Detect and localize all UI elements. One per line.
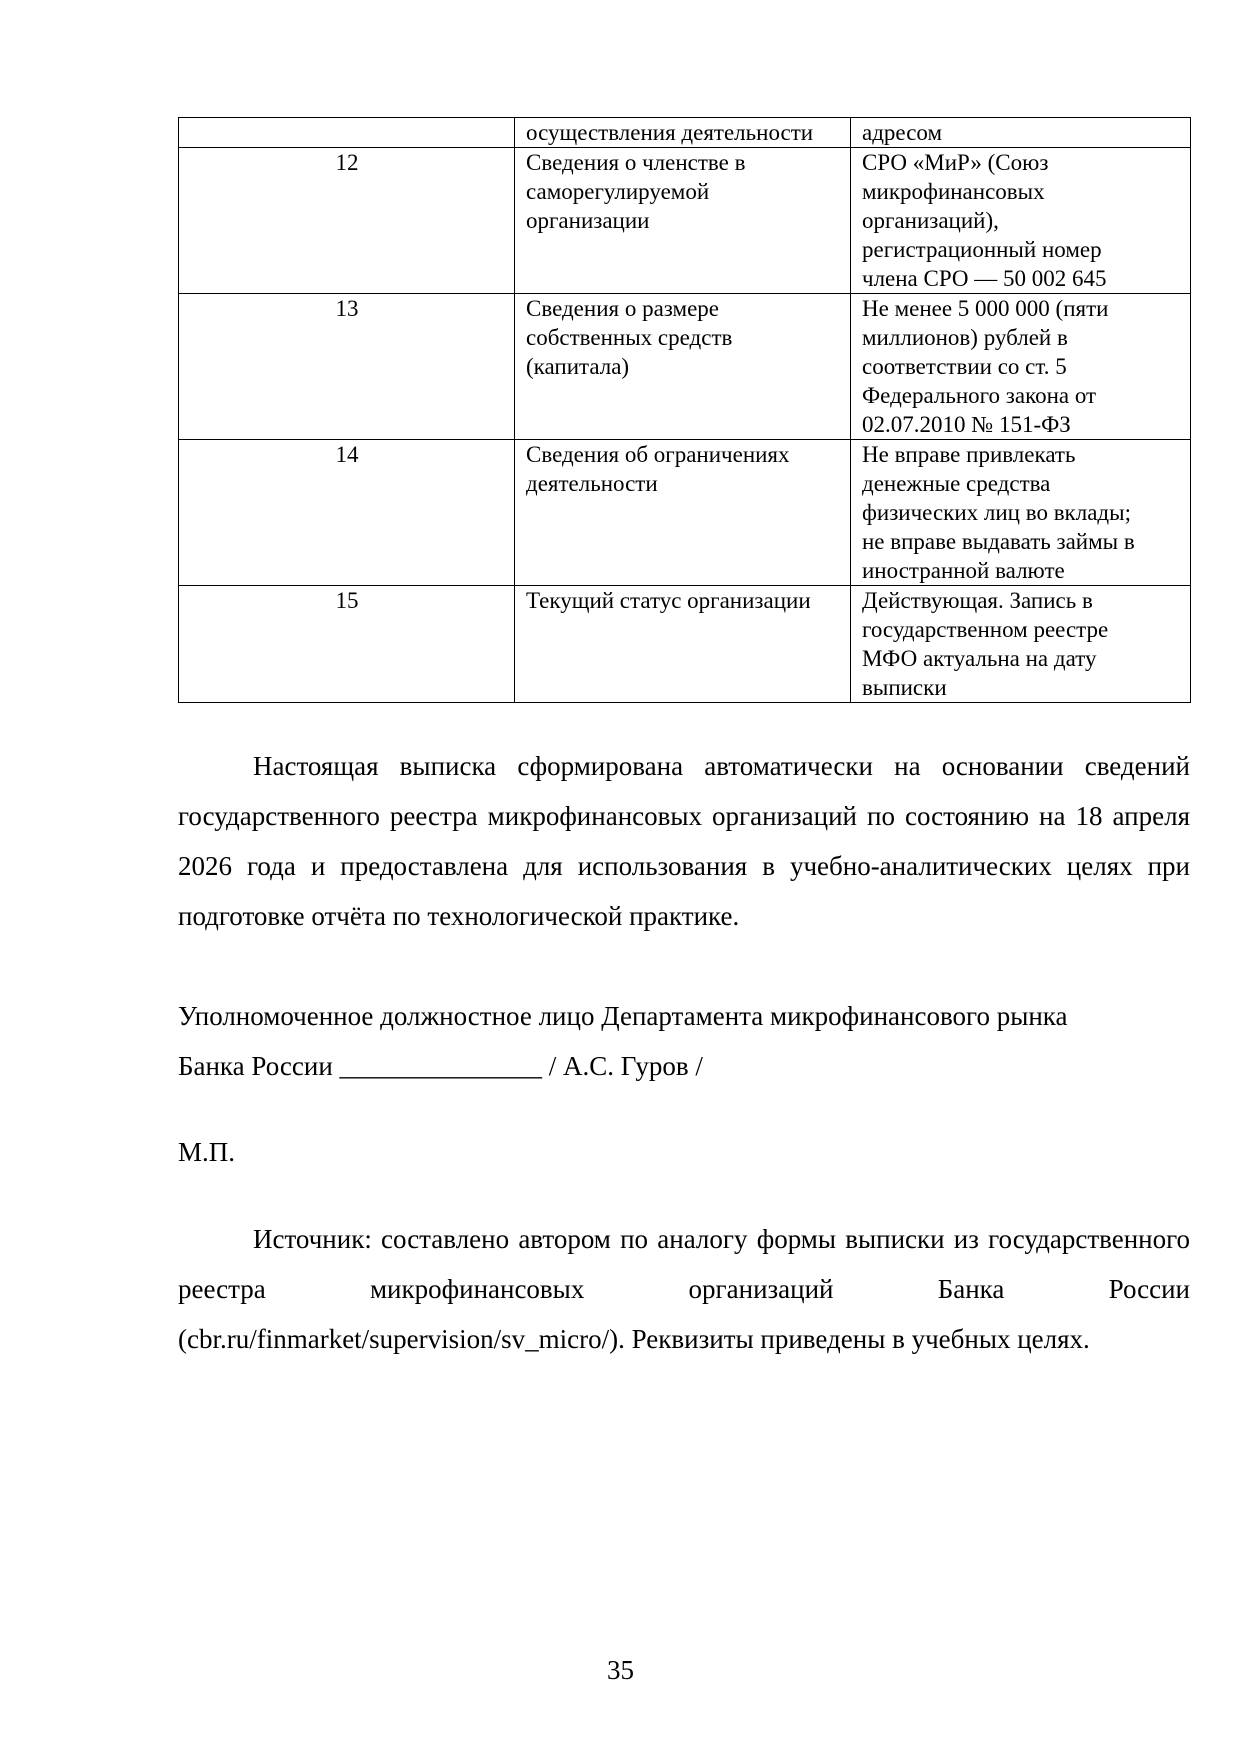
- field-name: Текущий статус организации: [515, 586, 851, 703]
- field-value: Не менее 5 000 000 (пяти миллионов) рублей в соответствии со ст. 5 Федерального закона от 02.07.2010 № 151-ФЗ: [851, 294, 1191, 440]
- page-number: 35: [607, 1655, 634, 1685]
- field-value: Не вправе привлекать денежные средства физических лиц во вклады; не вправе выдавать займы в иностранной валюте: [851, 440, 1191, 586]
- table-row: [179, 440, 1191, 586]
- field-name: Сведения об ограничениях деятельности: [515, 440, 851, 586]
- row-number: 12: [179, 148, 515, 294]
- field-value: Действующая. Запись в государственном реестре МФО актуальна на дату выписки: [851, 586, 1191, 703]
- table-row: [179, 294, 1191, 440]
- row-number: 15: [179, 586, 515, 703]
- statement-paragraph: Настоящая выписка сформирована автоматически на основании сведений государственного реестра микрофинансовых организаций по состоянию на 18 апреля 2026 года и предоставлена для использования в учебно-аналитических целях при подготовке отчёта по технологической практике.: [178, 751, 1190, 931]
- field-value: СРО «МиР» (Союз микрофинансовых организаций), регистрационный номер члена СРО — 50 002 645: [851, 148, 1191, 294]
- row-number: 13: [179, 294, 515, 440]
- field-name: Сведения о размере собственных средств (капитала): [515, 294, 851, 440]
- table-row: [179, 148, 1191, 294]
- stamp-place: М.П.: [178, 1137, 236, 1167]
- row-number: 14: [179, 440, 515, 586]
- table-row: [179, 586, 1191, 703]
- field-name: осуществления деятельности: [515, 118, 851, 148]
- source-paragraph: Источник: составлено автором по аналогу формы выписки из государственного реестра микрофинансовых организаций Банка России (cbr.ru/finmarket/supervision/sv_micro/). Реквизиты приведены в учебных целях.: [178, 1224, 1190, 1354]
- table-row: [179, 118, 1191, 148]
- field-name: Сведения о членстве в саморегулируемой организации: [515, 148, 851, 294]
- signature-line-2: Банка России _______________ / А.С. Гуров /: [178, 1051, 703, 1081]
- row-number: [179, 118, 515, 148]
- field-value: адресом: [851, 118, 1191, 148]
- signature-line-1: Уполномоченное должностное лицо Департамента микрофинансового рынка: [178, 1001, 1068, 1031]
- registry-table: [178, 117, 1191, 703]
